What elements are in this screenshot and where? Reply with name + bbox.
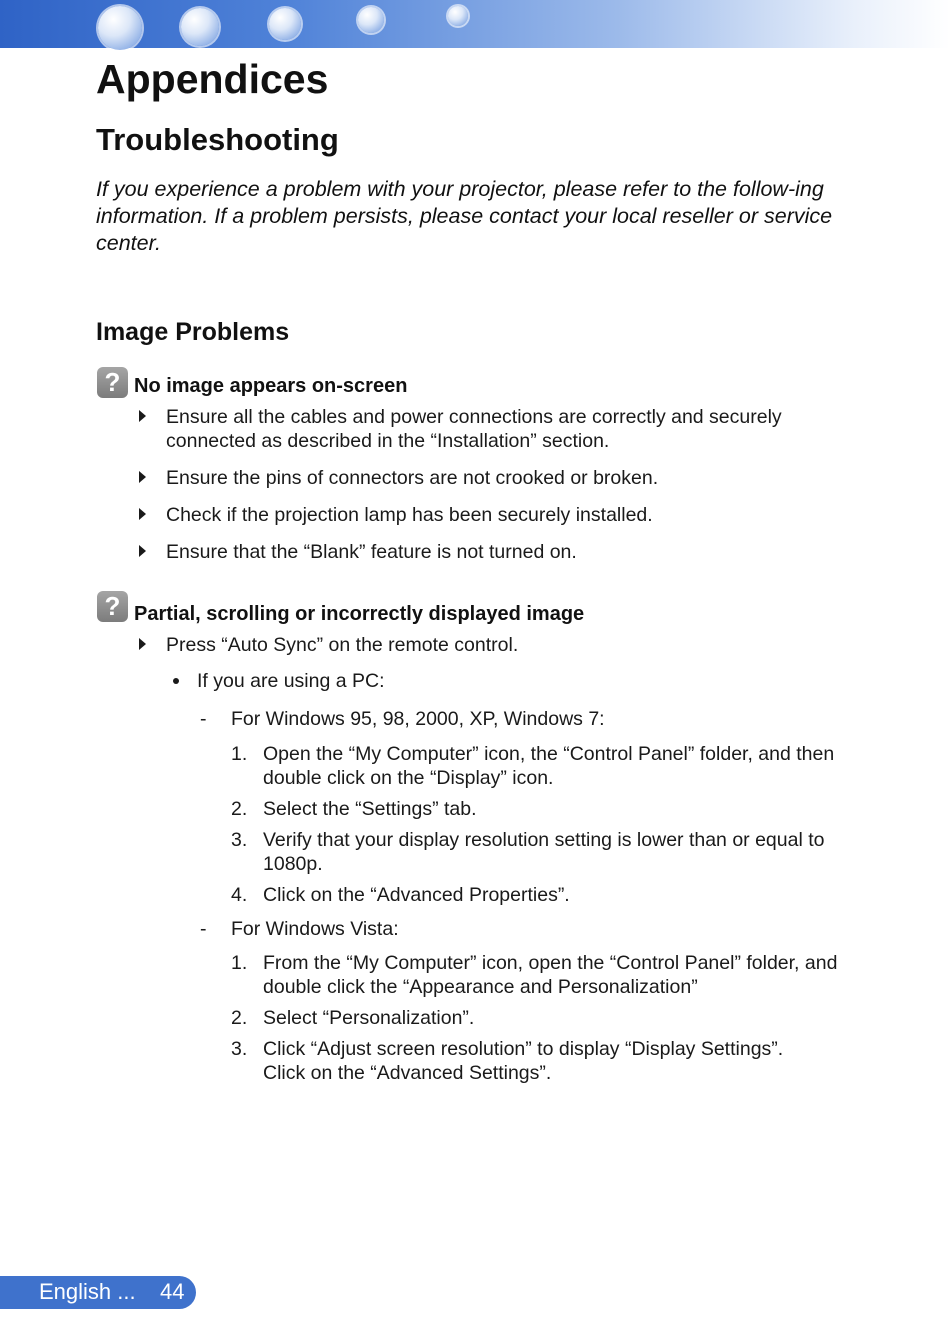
step-text: Open the “My Computer” icon, the “Control Panel” folder, and then double click on the “Display” icon.	[263, 743, 835, 789]
list-item: Press “Auto Sync” on the remote control.	[166, 634, 519, 656]
step-number: 4.	[231, 884, 248, 906]
arrow-right-icon	[139, 410, 146, 422]
list-item: Ensure the pins of connectors are not crooked or broken.	[166, 467, 659, 489]
arrow-right-icon	[139, 508, 146, 520]
problem-heading: Partial, scrolling or incorrectly displayed image	[134, 603, 585, 625]
dash-marker: -	[200, 918, 207, 940]
step-text: Click on the “Advanced Properties”.	[263, 884, 570, 906]
step-text: Select the “Settings” tab.	[263, 798, 477, 820]
step-text: Select “Personalization”.	[263, 1007, 475, 1029]
decorative-orb-icon	[448, 6, 468, 26]
header-band	[0, 0, 950, 48]
step-text: Verify that your display resolution setting is lower than or equal to 1080p.	[263, 829, 825, 875]
step-number: 1.	[231, 743, 248, 765]
section-title: Image Problems	[96, 318, 290, 346]
decorative-orb-icon	[98, 6, 142, 50]
group-label: For Windows 95, 98, 2000, XP, Windows 7:	[231, 708, 605, 730]
decorative-orb-icon	[269, 8, 301, 40]
step-text: From the “My Computer” icon, open the “Control Panel” folder, and double click the “Appearance and Personalization”	[263, 952, 838, 998]
question-mark-icon: ?	[97, 367, 128, 398]
arrow-right-icon	[139, 471, 146, 483]
list-item: Ensure all the cables and power connections are correctly and securely connected as described in the “Installation” section.	[166, 406, 782, 452]
footer-language: English ...	[39, 1279, 136, 1304]
step-number: 3.	[231, 1038, 248, 1060]
list-item: Ensure that the “Blank” feature is not turned on.	[166, 541, 577, 563]
dash-marker: -	[200, 708, 207, 730]
step-text: Click “Adjust screen resolution” to display “Display Settings”. Click on the “Advanced Settings”.	[263, 1038, 784, 1084]
step-number: 1.	[231, 952, 248, 974]
problem-heading: No image appears on-screen	[134, 375, 408, 397]
page-title: Appendices	[96, 56, 329, 102]
question-mark-icon: ?	[97, 591, 128, 622]
step-number: 2.	[231, 798, 248, 820]
arrow-right-icon	[139, 545, 146, 557]
list-item: Check if the projection lamp has been securely installed.	[166, 504, 653, 526]
decorative-orb-icon	[181, 8, 219, 46]
page-subtitle: Troubleshooting	[96, 122, 339, 157]
bullet-icon	[173, 678, 179, 684]
step-number: 2.	[231, 1007, 248, 1029]
decorative-orb-icon	[358, 7, 384, 33]
step-number: 3.	[231, 829, 248, 851]
page-number: 44	[160, 1279, 185, 1304]
sub-bullet-text: If you are using a PC:	[197, 670, 385, 692]
intro-paragraph: If you experience a problem with your projector, please refer to the follow-ing information. If a problem persists, please contact your local reseller or service center.	[96, 177, 833, 255]
group-label: For Windows Vista:	[231, 918, 399, 940]
arrow-right-icon	[139, 638, 146, 650]
